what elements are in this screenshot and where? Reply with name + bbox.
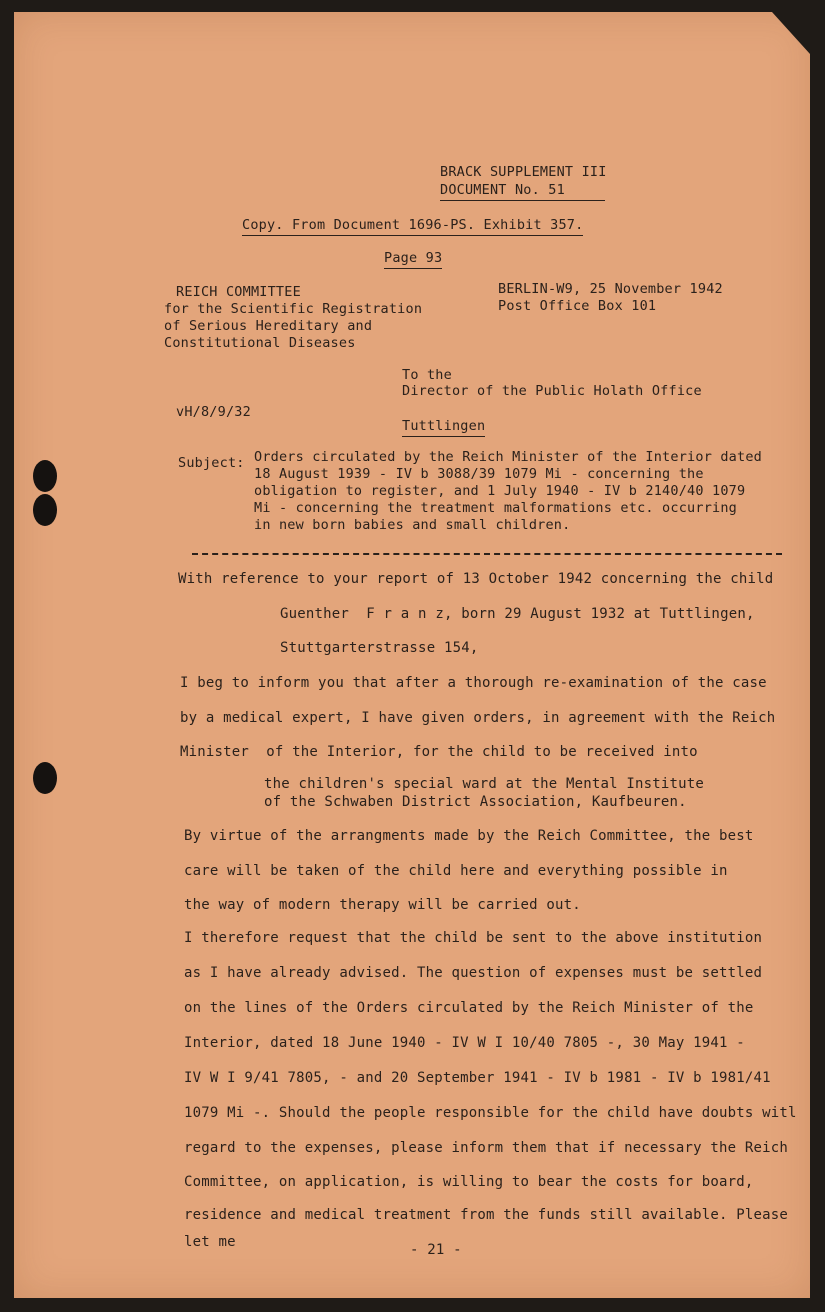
body-line: Committee, on application, is willing to bear the costs for board, <box>184 1174 754 1190</box>
copy-line: Copy. From Document 1696-PS. Exhibit 357. <box>242 217 583 236</box>
post-office-box: Post Office Box 101 <box>498 298 657 314</box>
body-line: residence and medical treatment from the funds still available. Please <box>184 1207 789 1223</box>
sender-line-4: Constitutional Diseases <box>164 335 356 351</box>
ward-line-2: of the Schwaben District Association, Kaufbeuren. <box>264 794 687 810</box>
child-address: Stuttgarterstrasse 154, <box>280 640 479 656</box>
body-line: IV W I 9/41 7805, - and 20 September 1941 - IV b 1981 - IV b 1981/41 <box>184 1070 771 1086</box>
subject-line: 18 August 1939 - IV b 3088/39 1079 Mi - concerning the <box>254 466 704 482</box>
body-line: as I have already advised. The question of expenses must be settled <box>184 965 763 981</box>
subject-line: obligation to register, and 1 July 1940 - IV b 2140/40 1079 <box>254 483 746 499</box>
body-line: By virtue of the arrangments made by the Reich Committee, the best <box>184 828 754 844</box>
body-line: on the lines of the Orders circulated by the Reich Minister of the <box>184 1000 754 1016</box>
body-line: regard to the expenses, please inform them that if necessary the Reich <box>184 1140 789 1156</box>
subject-line: Orders circulated by the Reich Minister of the Interior dated <box>254 449 762 465</box>
punch-hole-top <box>33 460 57 492</box>
punch-hole-bottom <box>33 762 57 794</box>
file-reference: vH/8/9/32 <box>176 404 251 420</box>
body-line: I therefore request that the child be sent to the above institution <box>184 930 763 946</box>
punch-hole-middle <box>33 494 57 526</box>
body-line: by a medical expert, I have given orders, in agreement with the Reich <box>180 710 776 726</box>
place-date: BERLIN-W9, 25 November 1942 <box>498 281 723 297</box>
document-page <box>14 12 810 1298</box>
body-line: With reference to your report of 13 October 1942 concerning the child <box>178 571 774 587</box>
sender-line-1: REICH COMMITTEE <box>176 284 301 300</box>
body-line: care will be taken of the child here and everything possible in <box>184 863 728 879</box>
subject-line: in new born babies and small children. <box>254 517 571 533</box>
page-number: - 21 - <box>410 1242 462 1258</box>
recipient-line-2: Director of the Public Holath Office <box>402 383 702 399</box>
body-line: 1079 Mi -. Should the people responsible for the child have doubts witl <box>184 1105 797 1121</box>
separator-line <box>192 553 782 555</box>
document-number: DOCUMENT No. 51 <box>440 182 605 201</box>
sender-line-2: for the Scientific Registration <box>164 301 423 317</box>
body-line: Minister of the Interior, for the child to be received into <box>180 744 698 760</box>
sender-line-3: of Serious Hereditary and <box>164 318 373 334</box>
body-line: let me <box>184 1234 236 1250</box>
ward-line-1: the children's special ward at the Mental Institute <box>264 776 705 792</box>
body-line: I beg to inform you that after a thorough re-examination of the case <box>180 675 767 691</box>
subject-line: Mi - concerning the treatment malformations etc. occurring <box>254 500 738 516</box>
recipient-line-1: To the <box>402 367 452 383</box>
page-reference: Page 93 <box>384 250 442 269</box>
body-line: the way of modern therapy will be carried out. <box>184 897 581 913</box>
recipient-city: Tuttlingen <box>402 418 485 437</box>
subject-label: Subject: <box>178 455 245 471</box>
supplement-title: BRACK SUPPLEMENT III <box>440 164 607 180</box>
body-line: Interior, dated 18 June 1940 - IV W I 10/40 7805 -, 30 May 1941 - <box>184 1035 745 1051</box>
child-name: Guenther F r a n z, born 29 August 1932 at Tuttlingen, <box>280 606 755 622</box>
torn-corner <box>772 12 810 54</box>
